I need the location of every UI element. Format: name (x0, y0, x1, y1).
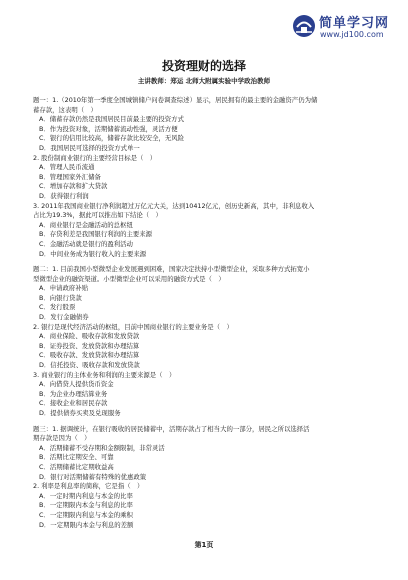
question-text: 题二：1. 目前我国小型微型企业发展遇到困难，国家决定扶持小型微型企业，采取多种方式拓宽小 (33, 265, 310, 274)
question-text: 期存款是因为（ ） (33, 434, 91, 443)
answer-option: A．申请政府补贴 (39, 284, 89, 293)
answer-option: B．管理国家外汇储备 (39, 172, 101, 181)
answer-option: C．发行股票 (39, 303, 76, 312)
answer-option: B．存贷利差是我国银行利润的主要来源 (39, 230, 153, 239)
page-subtitle: 主讲教师：郑运 北师大附属实验中学政治教师 (137, 77, 271, 85)
answer-option: C．接收企业和居民存款 (39, 399, 108, 408)
question-text: 占比为19.3%，据此可以推出如下结论（ ） (33, 211, 162, 220)
answer-option: C．吸收存款、发放贷款和办理结算 (39, 351, 140, 360)
answer-option: C．一定期限内利息与本金的乘积 (39, 510, 133, 519)
brand-logo-icon (292, 14, 316, 38)
question-list (33, 96, 377, 530)
answer-option: D．中间业务成为银行收入的主要来源 (39, 249, 147, 258)
question-text: 2. 股份制商业银行的主要经营目标是（ ） (33, 153, 157, 162)
brand-logo (292, 12, 402, 46)
question-text: 2. 利率是利息率的简称，它是指（ ） (33, 482, 144, 491)
question-text: 题三：1. 据调统计，在银行吸收的居民储蓄中，活期存款占了相当大的一部分，居民之所以选择活 (33, 424, 310, 433)
question-text: 3. 商业银行的主体业务和利润的主要来源是（ ） (33, 370, 176, 379)
answer-option: D．信托投资、吸收存款和发放贷款 (39, 361, 140, 370)
answer-option: A．管理人民币流通 (39, 163, 95, 172)
answer-option-row (33, 163, 377, 182)
answer-option-row (33, 182, 377, 201)
answer-option: A．向借贷人提供货币资金 (39, 380, 114, 389)
answer-option: A．商业保险、吸收存款和发放贷款 (39, 332, 140, 341)
answer-option: D．银行对活期储蓄有特殊的优惠政策 (39, 472, 147, 481)
answer-option-row (33, 399, 377, 418)
answer-option-row (33, 284, 377, 322)
answer-option: A．商业银行是金融活动的总枢纽 (39, 220, 133, 229)
question-text: 题一：1.（2010年第一季度全国城镇储户问卷调查综述）显示，居民拥有的最主要的金融资产仍为储 (33, 96, 318, 104)
answer-option: D．一定期限内本金与利息的差额 (39, 520, 134, 529)
brand-url: www.jd100.com (320, 30, 384, 39)
answer-option: D．发行金融债券 (39, 313, 89, 322)
question-section-1 (33, 96, 377, 259)
answer-option: A．一定时期内利息与本金的比率 (39, 491, 133, 500)
answer-option: B．向银行贷款 (39, 293, 82, 302)
answer-option: B．为企业办理结算业务 (39, 389, 108, 398)
answer-option-row (33, 380, 377, 399)
answer-option: C．增加存款和扩大贷款 (39, 182, 108, 191)
answer-option: B．证券投资、发放贷款和办理结算 (39, 341, 140, 350)
answer-option: D．提供债券买卖及兑现服务 (39, 409, 121, 417)
answer-option: A．储蓄存款仍然是我国居民目前最主要的投资方式 (39, 115, 184, 124)
question-section-3 (33, 425, 377, 531)
page-title: 投资理财的选择 (161, 59, 246, 73)
brand-name: 简单学习网 (319, 16, 390, 31)
question-text: 3. 2011年我国商业银行净利润超过万亿元大关，达到10412亿元，创历史新高，其中，非利息收入 (33, 201, 315, 210)
answer-option: C．金融活动就是银行的盈利活动 (39, 239, 133, 248)
answer-option: B．一定期限内本金与利息的比率 (39, 501, 133, 510)
answer-option: B．活期比定期安全、可靠 (39, 453, 114, 462)
answer-option: C．活期储蓄比定期收益高 (39, 462, 114, 471)
answer-option: A．活期储蓄不受存期和金额限制，非常灵活 (39, 443, 165, 452)
question-text: 2. 银行是现代经济活动的枢纽，目前中国商业银行的主要业务是（ ） (33, 322, 233, 331)
question-text: 蓄存款，这表明（ ） (33, 105, 97, 114)
answer-option: D．我国居民可选择的投资方式单一 (39, 143, 140, 152)
answer-option: B．作为投资对象，活期储蓄流动性强，灵活方便 (39, 124, 178, 133)
question-text: 型微型企业的融资渠道。小型微型企业可以采用的融资方式是（ ） (33, 274, 225, 283)
answer-option: D．获得银行利润 (39, 191, 89, 200)
page-number: 第1页 (194, 541, 214, 549)
question-section-2 (33, 265, 377, 419)
answer-option: C．银行的信用比较高，储蓄存款比较安全，无风险 (39, 134, 185, 143)
